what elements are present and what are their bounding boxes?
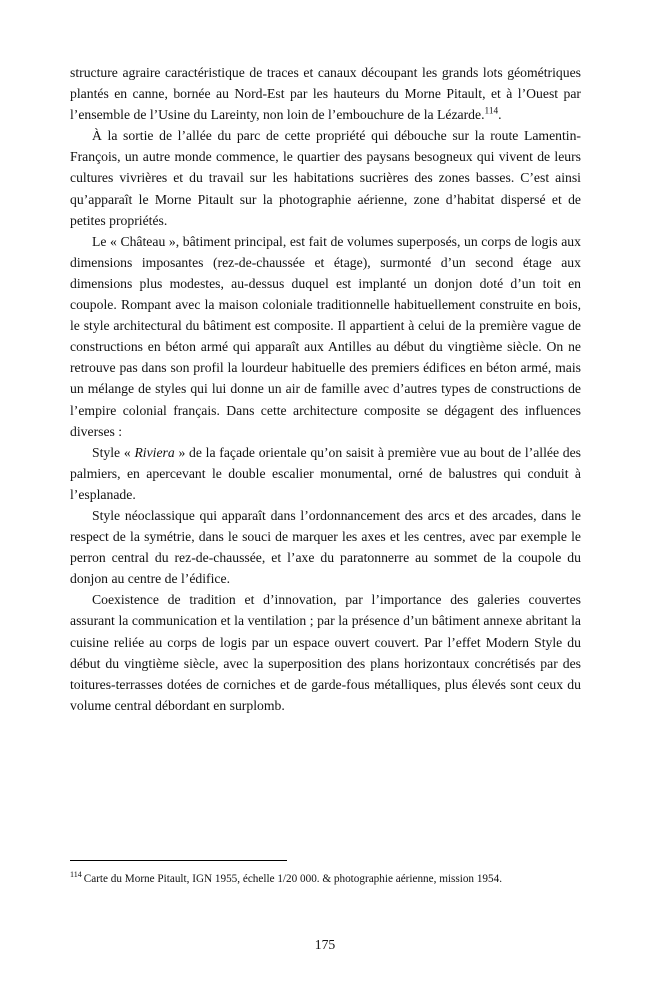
paragraph-text-start: Style « bbox=[92, 444, 135, 460]
italic-term-riviera: Riviera bbox=[134, 444, 175, 460]
paragraph-style-neoclassique: Style néoclassique qui apparaît dans l’ordonnancement des arcs et des arcades, dans le respect de la symétrie, dans le souci de marquer les axes et les centres, avec par exemple le perron central du rez-de-chaussée, et l’axe du paratonnerre au sommet de la coupole du donjon au centre de l’édifice. bbox=[70, 507, 581, 587]
paragraph-style-riviera bbox=[70, 442, 581, 505]
footnote-area bbox=[70, 860, 581, 888]
paragraph-sortie-allee: À la sortie de l’allée du parc de cette propriété qui débouche sur la route Lamentin-François, un autre monde commence, le quartier des paysans besogneux qui vivent de leurs cultures vivrières et du travail sur les habitations sucrières des zones basses. C’est ainsi qu’apparaît le Morne Pitault sur la photographie aérienne, zone d’habitat dispersé et de petites propriétés. bbox=[70, 128, 581, 228]
paragraph-text: structure agraire caractéristique de traces et canaux découpant les grands lots géométriques plantés en canne, bornée au Nord-Est par les hauteurs du Morne Pitault, et à l’Ouest par l’ensemble de l’Usine du Lareinty, non loin de l’embouchure de la Lézarde. bbox=[70, 65, 581, 123]
paragraph-text-end: » de la façade orientale qu’on saisit à première vue au bout de l’allée des palmiers, en apercevant le double escalier monumental, orné de balustres qui conduit à l’esplanade. bbox=[70, 444, 582, 502]
footnote-number: 114 bbox=[70, 870, 82, 880]
body-text-block bbox=[70, 62, 581, 716]
paragraph-structure-agraire bbox=[70, 62, 581, 125]
footnote-entry bbox=[70, 871, 581, 888]
footnote-text: Carte du Morne Pitault, IGN 1955, échelle 1/20 000. & photographie aérienne, mission 1954. bbox=[83, 873, 502, 885]
footnote-reference-marker: 114 bbox=[484, 106, 499, 117]
page-number: 175 bbox=[314, 937, 336, 952]
paragraph-chateau: Le « Château », bâtiment principal, est fait de volumes superposés, un corps de logis aux dimensions imposantes (rez-de-chaussée et étage), surmonté d’un second étage aux dimensions plus modestes, au-dessus duquel est implanté un donjon doté d’un toit en coupole. Rompant avec la maison coloniale traditionnelle habituellement construite en bois, le style architectural du bâtiment est composite. Il appartient à celui de la première vague de constructions en béton armé qui apparaît aux Antilles au début du vingtième siècle. On ne retrouve pas dans son profil la lourdeur habituelle des premiers édifices en béton armé, mais un mélange de styles qui lui donne un air de famille avec d’autres types de constructions de l’empire colonial français. Dans cette architecture composite se dégagent des influences diverses : bbox=[70, 233, 581, 439]
paragraph-text-tail: . bbox=[498, 107, 502, 123]
footnote-separator-rule bbox=[70, 860, 287, 861]
paragraph-coexistence: Coexistence de tradition et d’innovation, par l’importance des galeries couvertes assurant la communication et la ventilation ; par la présence d’un bâtiment annexe abritant la cuisine reliée au corps de logis par un espace ouvert couvert. Par l’effet Modern Style du début du vingtième siècle, avec la superposition des plans horizontaux concrétisés par des toitures-terrasses dotées de corniches et de garde-fous métalliques, plus élevés sont ceux du volume central débordant en surplomb. bbox=[70, 592, 581, 713]
